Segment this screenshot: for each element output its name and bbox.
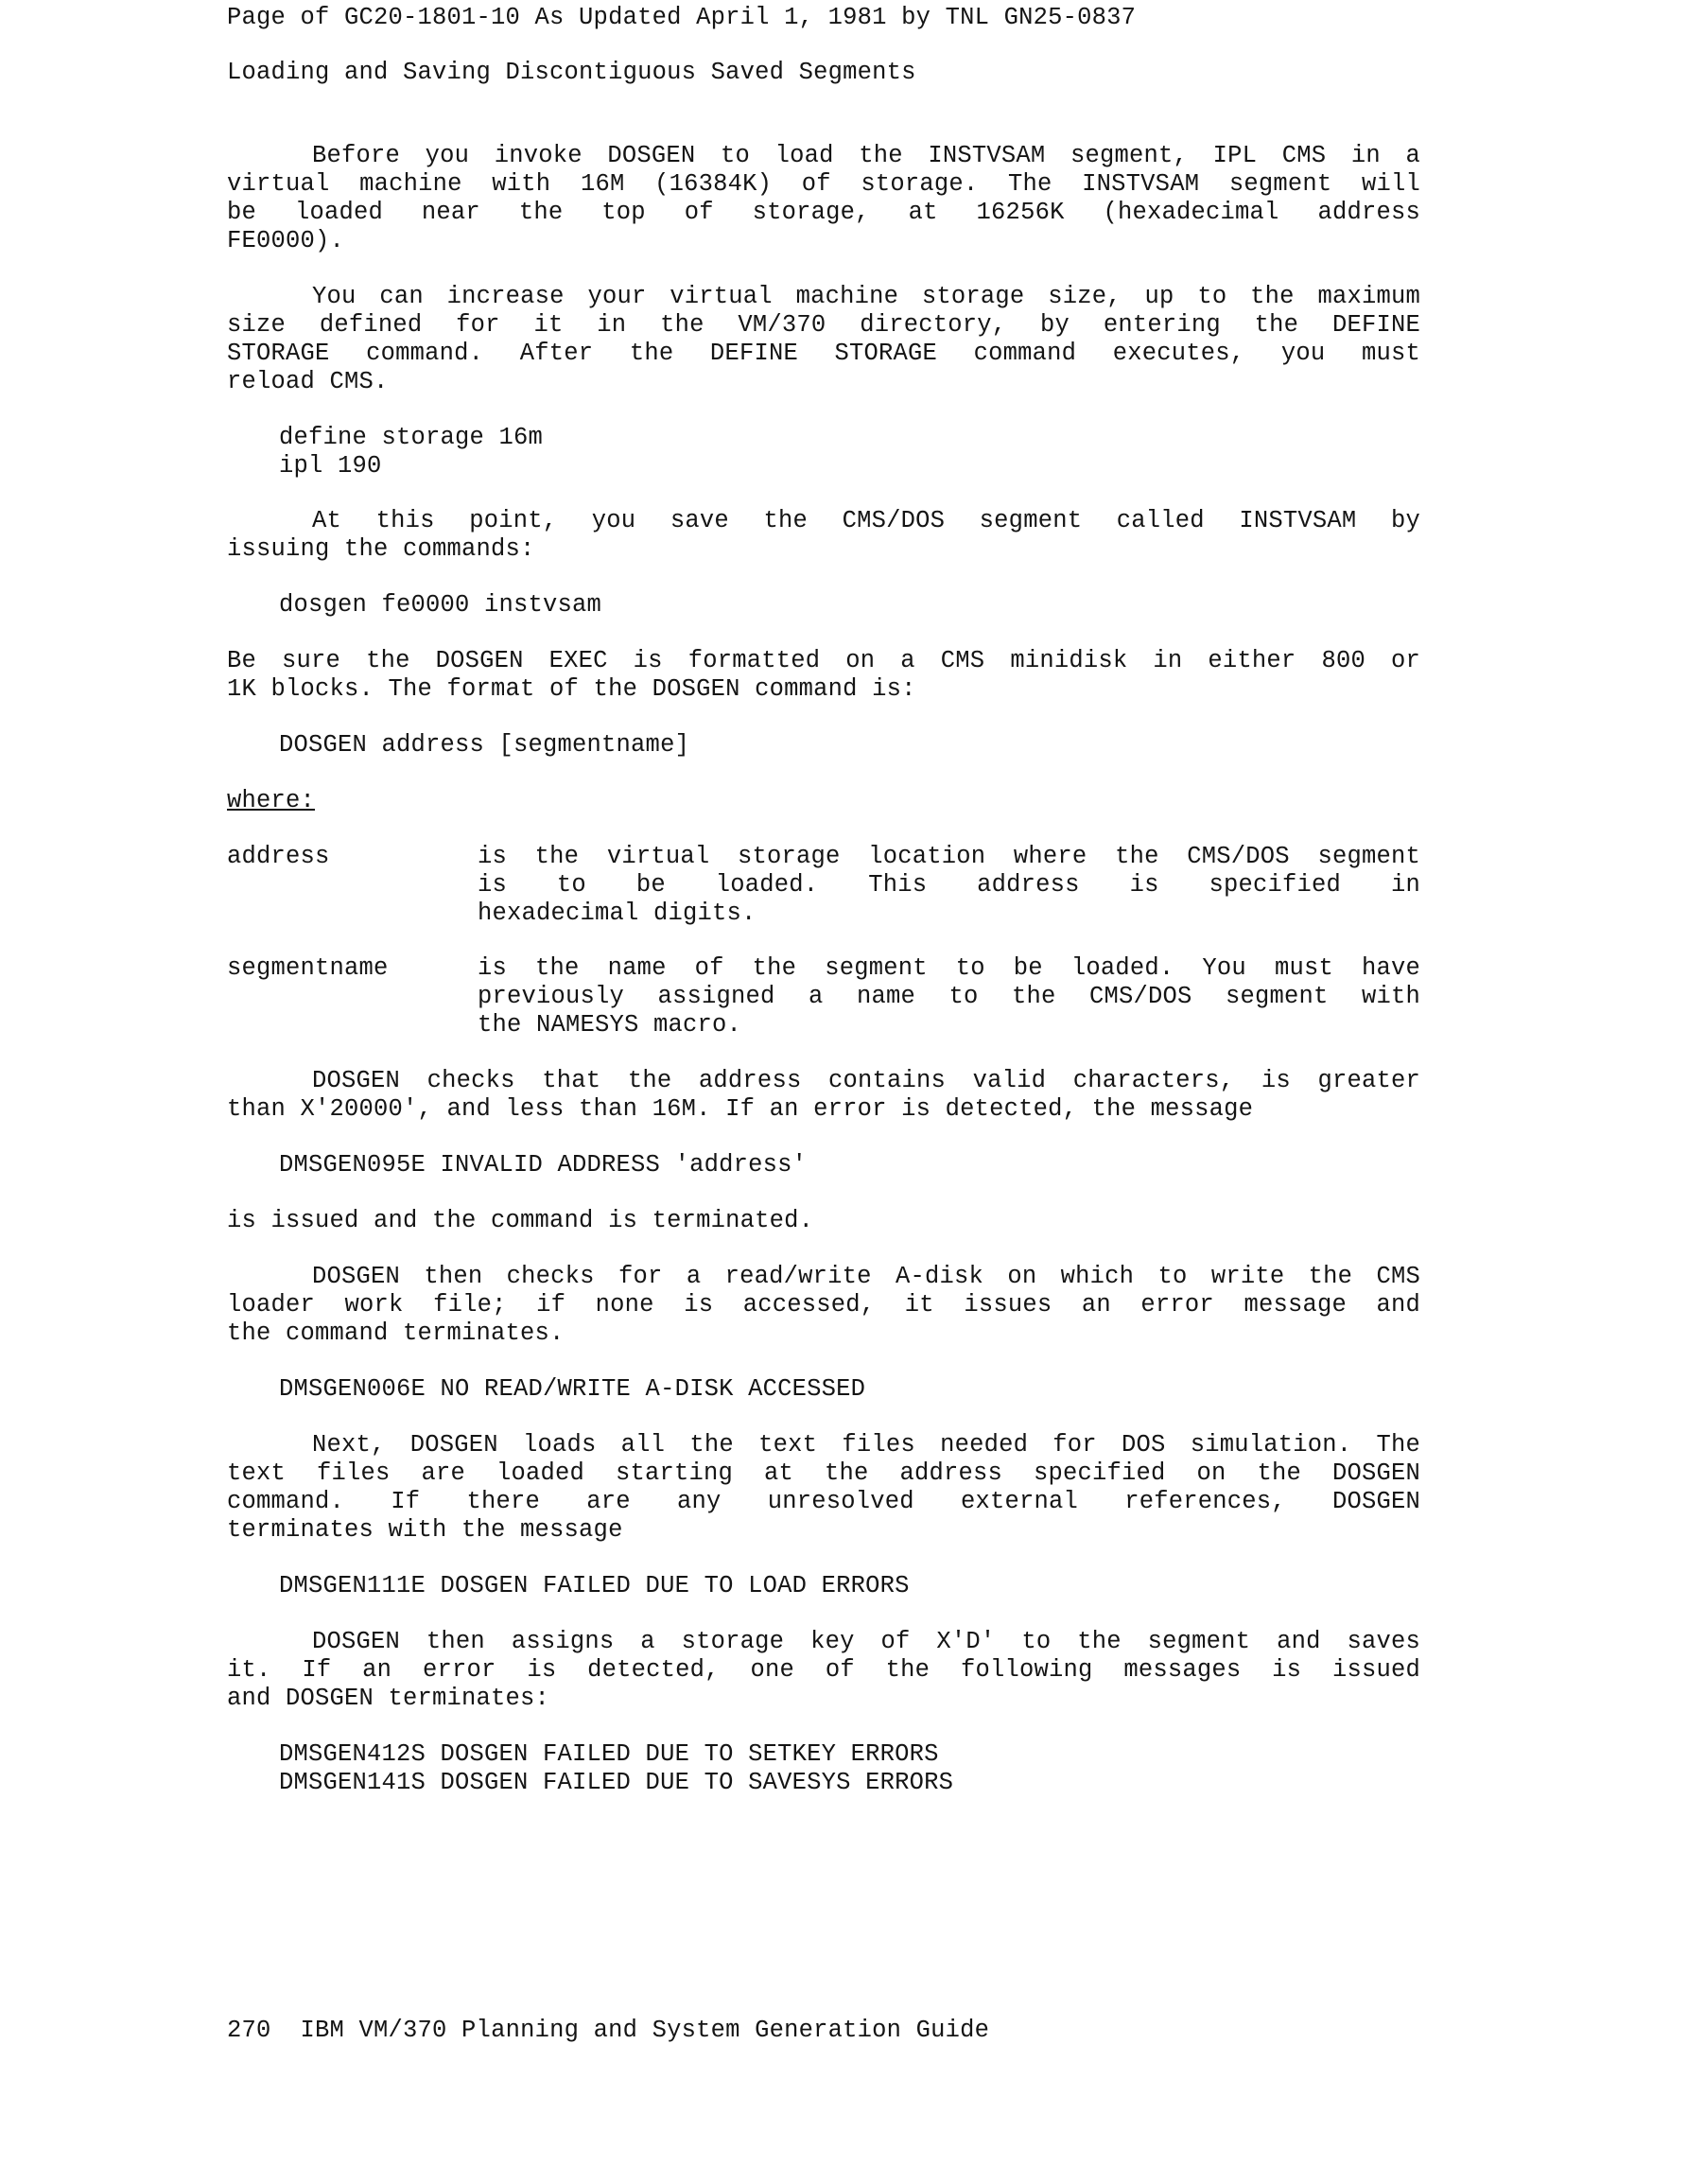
p5-line-2: than X'20000', and less than 16M. If an error is detected, the message	[227, 1095, 1254, 1123]
p9-line-1: DOSGEN then assigns a storage key of X'D' to the segment and saves	[312, 1628, 1420, 1655]
command-format: DOSGEN address [segmentname]	[279, 731, 690, 759]
code1-line-1: define storage 16m	[279, 424, 544, 451]
param-desc-segmentname-3: the NAMESYS macro.	[478, 1011, 742, 1039]
message-setkey-errors: DMSGEN412S DOSGEN FAILED DUE TO SETKEY ERRORS	[279, 1740, 939, 1768]
p5-line-1: DOSGEN checks that the address contains valid characters, is greater	[312, 1067, 1420, 1094]
param-desc-segmentname-2: previously assigned a name to the CMS/DOS segment with	[478, 983, 1420, 1010]
message-invalid-address: DMSGEN095E INVALID ADDRESS 'address'	[279, 1151, 808, 1179]
update-note: Page of GC20-1801-10 As Updated April 1, 1981 by TNL GN25-0837	[227, 4, 1137, 31]
book-title: IBM VM/370 Planning and System Generation Guide	[300, 2017, 990, 2044]
where-label-text: where:	[227, 787, 316, 814]
where-label	[227, 787, 315, 815]
p8-line-3: command. If there are any unresolved external references, DOSGEN	[227, 1488, 1420, 1515]
param-term-segmentname: segmentname	[227, 954, 389, 982]
p1-line-3: be loaded near the top of storage, at 16256K (hexadecimal address	[227, 199, 1420, 226]
param-desc-segmentname-1: is the name of the segment to be loaded. You must have	[478, 954, 1420, 982]
p8-line-2: text files are loaded starting at the address specified on the DOSGEN	[227, 1459, 1420, 1487]
p6: is issued and the command is terminated.	[227, 1207, 814, 1234]
section-title: Loading and Saving Discontiguous Saved Segments	[227, 59, 916, 86]
param-desc-address-2: is to be loaded. This address is specified in	[478, 871, 1420, 899]
p3-line-1: At this point, you save the CMS/DOS segment called INSTVSAM by	[312, 507, 1420, 534]
p3-line-2: issuing the commands:	[227, 535, 535, 563]
p2-line-4: reload CMS.	[227, 368, 389, 395]
code2: dosgen fe0000 instvsam	[279, 591, 602, 619]
p7-line-1: DOSGEN then checks for a read/write A-disk on which to write the CMS	[312, 1263, 1420, 1290]
message-load-errors: DMSGEN111E DOSGEN FAILED DUE TO LOAD ERRORS	[279, 1572, 910, 1599]
p4-line-2: 1K blocks. The format of the DOSGEN command is:	[227, 675, 916, 703]
footer	[227, 2017, 989, 2045]
message-savesys-errors: DMSGEN141S DOSGEN FAILED DUE TO SAVESYS ERRORS	[279, 1769, 954, 1796]
p7-line-2: loader work file; if none is accessed, it issues an error message and	[227, 1291, 1420, 1319]
p8-line-4: terminates with the message	[227, 1516, 623, 1544]
param-term-address: address	[227, 843, 330, 870]
p2-line-2: size defined for it in the VM/370 directory, by entering the DEFINE	[227, 311, 1420, 339]
p2-line-3: STORAGE command. After the DEFINE STORAGE command executes, you must	[227, 340, 1420, 367]
p9-line-3: and DOSGEN terminates:	[227, 1685, 550, 1712]
p9-line-2: it. If an error is detected, one of the following messages is issued	[227, 1656, 1420, 1684]
message-no-adisk: DMSGEN006E NO READ/WRITE A-DISK ACCESSED	[279, 1375, 866, 1403]
p8-line-1: Next, DOSGEN loads all the text files needed for DOS simulation. The	[312, 1431, 1420, 1459]
p1-line-2: virtual machine with 16M (16384K) of storage. The INSTVSAM segment will	[227, 170, 1420, 198]
p7-line-3: the command terminates.	[227, 1319, 565, 1347]
p1-line-4: FE0000).	[227, 227, 345, 254]
p4-line-1: Be sure the DOSGEN EXEC is formatted on a CMS minidisk in either 800 or	[227, 647, 1420, 674]
p1-line-1: Before you invoke DOSGEN to load the INSTVSAM segment, IPL CMS in a	[312, 142, 1420, 169]
param-desc-address-3: hexadecimal digits.	[478, 900, 757, 927]
page-number: 270	[227, 2017, 271, 2044]
code1-line-2: ipl 190	[279, 452, 382, 480]
p2-line-1: You can increase your virtual machine storage size, up to the maximum	[312, 283, 1420, 310]
param-desc-address-1: is the virtual storage location where the CMS/DOS segment	[478, 843, 1420, 870]
